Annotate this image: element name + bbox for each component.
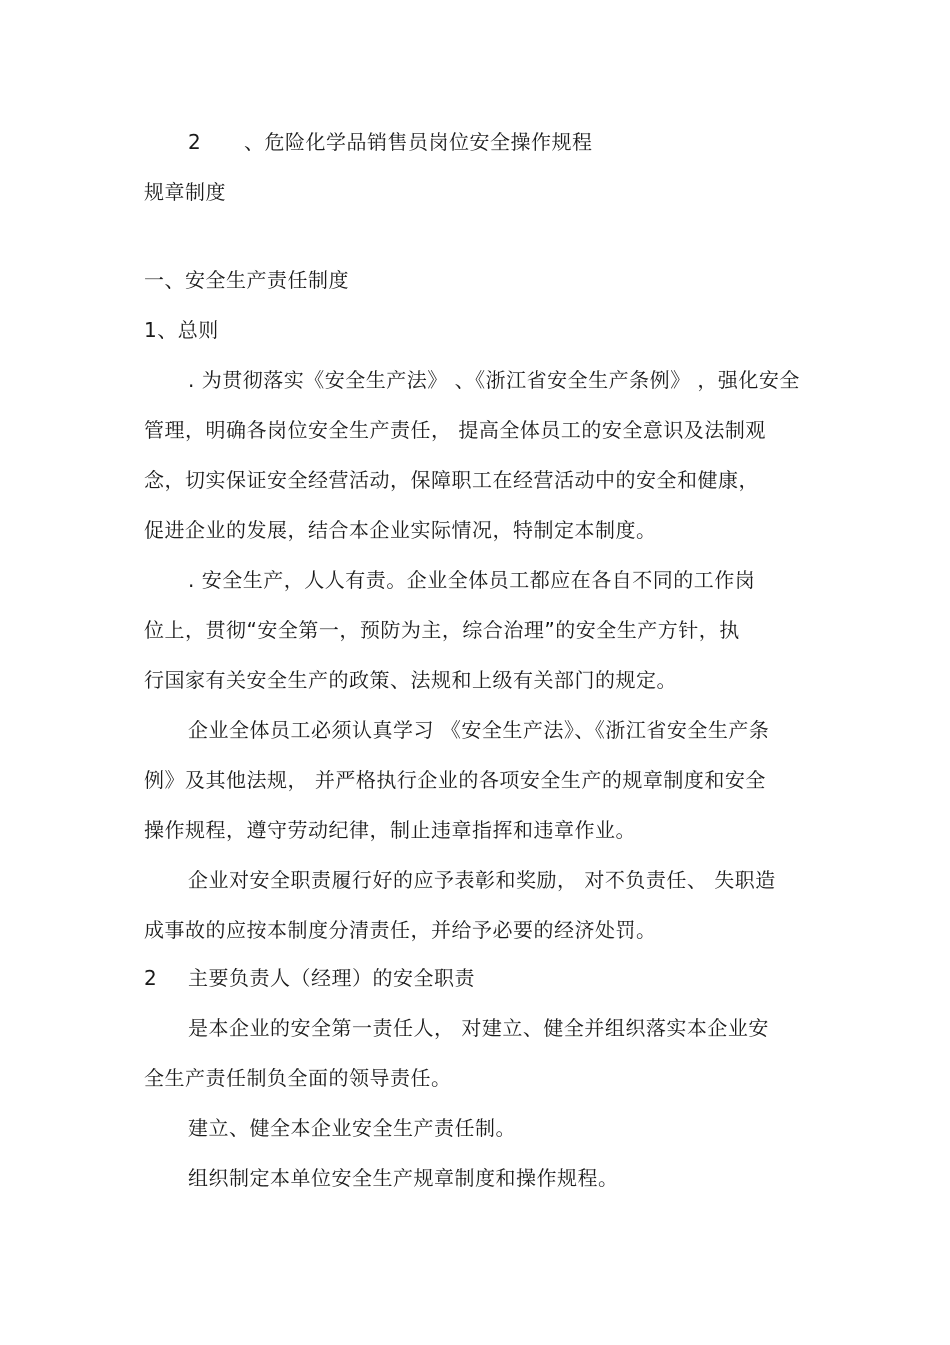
- paragraph-line: . 安全生产，人人有责。企业全体员工都应在各自不同的工作岗: [188, 568, 756, 592]
- paragraph-line: 企业对安全职责履行好的应予表彰和奖励， 对不负责任、 失职造: [188, 868, 776, 892]
- heading-number: 2: [188, 130, 202, 154]
- paragraph-line: 管理，明确各岗位安全生产责任， 提高全体员工的安全意识及法制观: [144, 418, 766, 442]
- item-title: 1、总则: [144, 318, 219, 342]
- section-title: 一、安全生产责任制度: [144, 268, 349, 292]
- paragraph-line: 操作规程，遵守劳动纪律，制止违章指挥和违章作业。: [144, 818, 636, 842]
- paragraph-line: 行国家有关安全生产的政策、法规和上级有关部门的规定。: [144, 668, 677, 692]
- paragraph-line: 促进企业的发展，结合本企业实际情况，特制定本制度。: [144, 518, 657, 542]
- paragraph-line: 念，切实保证安全经营活动，保障职工在经营活动中的安全和健康，: [144, 468, 759, 492]
- item-title: 主要负责人（经理）的安全职责: [188, 966, 475, 990]
- paragraph-line: . 为贯彻落实《安全生产法》 、《浙江省安全生产条例》 ，强化安全: [188, 368, 800, 392]
- paragraph-line: 成事故的应按本制度分清责任，并给予必要的经济处罚。: [144, 918, 657, 942]
- paragraph-line: 例》及其他法规， 并严格执行企业的各项安全生产的规章制度和安全: [144, 768, 766, 792]
- item-number: 2: [144, 966, 158, 990]
- paragraph-line: 是本企业的安全第一责任人， 对建立、健全并组织落实本企业安: [188, 1016, 769, 1040]
- paragraph-line: 建立、健全本企业安全生产责任制。: [188, 1116, 516, 1140]
- heading-title: 、危险化学品销售员岗位安全操作规程: [244, 130, 593, 154]
- paragraph-line: 企业全体员工必须认真学习 《安全生产法》、《浙江省安全生产条: [188, 718, 770, 742]
- subheading: 规章制度: [144, 180, 226, 204]
- paragraph-line: 全生产责任制负全面的领导责任。: [144, 1066, 452, 1090]
- paragraph-line: 位上，贯彻“安全第一，预防为主，综合治理”的安全生产方针，执: [144, 618, 740, 642]
- paragraph-line: 组织制定本单位安全生产规章制度和操作规程。: [188, 1166, 619, 1190]
